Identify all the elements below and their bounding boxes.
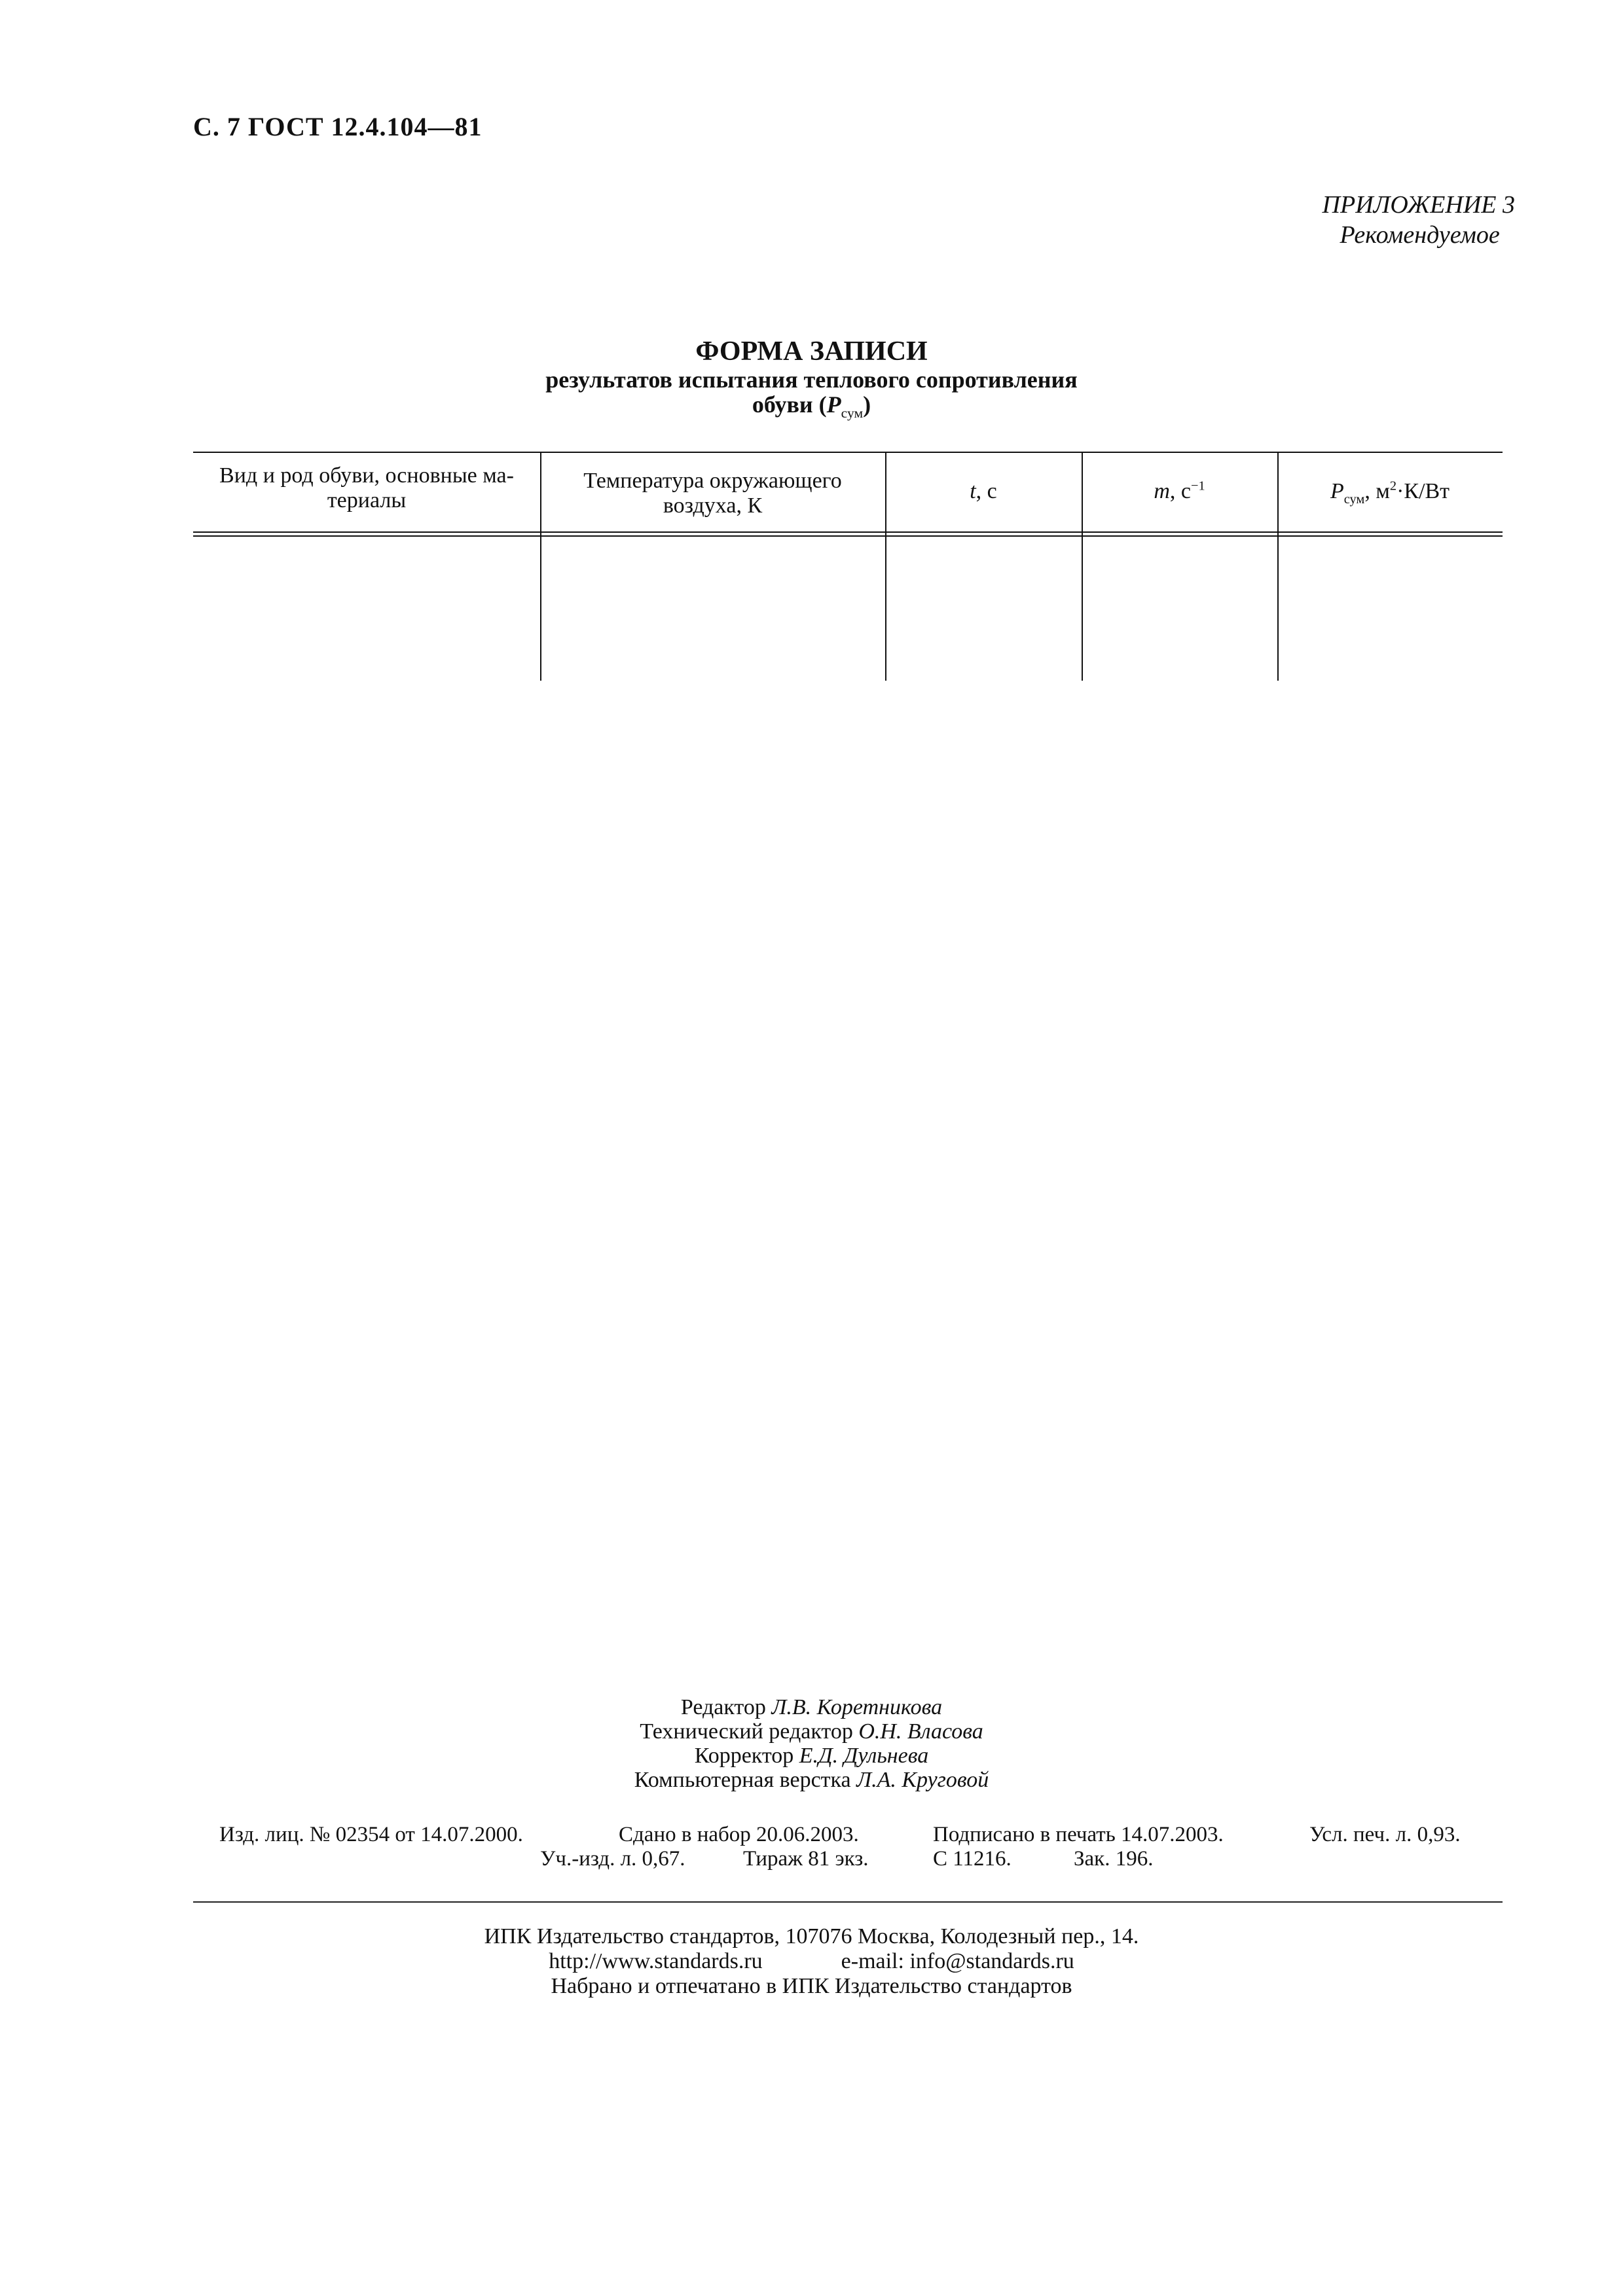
credit-person: Л.В. Коретникова: [771, 1695, 943, 1719]
credit-role: Корректор: [694, 1744, 794, 1768]
record-form-table: [193, 452, 1503, 681]
column-header-time-unit: , с: [976, 479, 997, 503]
column-header-resistance-sup: 2: [1389, 478, 1397, 493]
credit-person: О.Н. Власова: [858, 1719, 983, 1744]
form-subtitle-symbol: P: [826, 391, 841, 418]
credit-person: Е.Д. Дульнева: [799, 1744, 929, 1768]
appendix-label: [1322, 190, 1515, 250]
form-subtitle-prefix: обуви (: [752, 391, 827, 418]
table-header-rule-2: [193, 535, 1503, 537]
column-header-temperature-line1: Температура окружающего: [583, 469, 842, 493]
publisher-contacts: [0, 1949, 1623, 1974]
appendix-title: ПРИЛОЖЕНИЕ 3: [1322, 191, 1515, 219]
credit-role: Технический редактор: [640, 1719, 853, 1744]
footer-divider: [193, 1901, 1503, 1903]
form-subtitle-line2: [0, 391, 1623, 422]
column-header-rate-unit: , с: [1169, 479, 1191, 503]
column-header-time: [885, 479, 1082, 504]
column-header-resistance-symbol: P: [1330, 479, 1344, 503]
column-header-rate: [1082, 479, 1277, 504]
publication-circulation: Тираж 81 экз.: [743, 1847, 869, 1871]
publication-signed: Подписано в печать 14.07.2003.: [933, 1823, 1224, 1846]
publication-submitted: Сдано в набор 20.06.2003.: [619, 1823, 859, 1846]
publisher-website[interactable]: http://www.standards.ru: [549, 1949, 763, 1973]
publication-print-sheets: Усл. печ. л. 0,93.: [1309, 1823, 1461, 1846]
publication-edu-sheets: Уч.-изд. л. 0,67.: [540, 1847, 685, 1871]
publisher-print-note: Набрано и отпечатано в ИПК Издательство стандартов: [551, 1974, 1072, 1998]
credit-person: Л.А. Круговой: [856, 1768, 989, 1792]
column-header-temperature: [540, 469, 885, 518]
publisher-footer: [0, 1924, 1623, 1999]
credit-line: [0, 1744, 1623, 1768]
column-header-rate-sup: −1: [1190, 478, 1205, 493]
column-header-time-symbol: t: [970, 479, 976, 503]
credit-line: [0, 1719, 1623, 1744]
form-subtitle-symbol-sub: сум: [841, 405, 864, 422]
column-header-footwear-line1: Вид и род обуви, основные ма-: [219, 463, 514, 488]
column-header-resistance-unit-a: , м: [1364, 479, 1390, 503]
column-header-resistance: [1277, 478, 1503, 507]
credit-role: Редактор: [680, 1695, 766, 1719]
column-header-footwear: [193, 463, 540, 513]
publisher-email[interactable]: e-mail: info@standards.ru: [841, 1949, 1074, 1973]
publication-order: Зак. 196.: [1074, 1847, 1154, 1871]
credit-role: Компьютерная верстка: [634, 1768, 851, 1792]
column-header-rate-symbol: m: [1154, 479, 1170, 503]
table-header-rule-1: [193, 531, 1503, 533]
form-subtitle-suffix: ): [863, 391, 871, 418]
credit-line: [0, 1695, 1623, 1719]
page-header: С. 7 ГОСТ 12.4.104—81: [193, 112, 483, 141]
editorial-credits: [0, 1695, 1623, 1792]
column-header-temperature-line2: воздуха, К: [663, 493, 763, 518]
form-title: ФОРМА ЗАПИСИ: [695, 336, 928, 367]
column-header-footwear-line2: териалы: [327, 488, 407, 512]
publication-code: С 11216.: [933, 1847, 1012, 1871]
form-title-block: [0, 336, 1623, 422]
publisher-address: ИПК Издательство стандартов, 107076 Москва, Колодезный пер., 14.: [484, 1924, 1139, 1948]
form-subtitle-line1: результатов испытания теплового сопротивления: [545, 367, 1078, 393]
table-top-rule: [193, 452, 1503, 453]
column-header-resistance-unit-b: ·К/Вт: [1396, 479, 1450, 503]
column-header-resistance-sub: сум: [1343, 492, 1365, 507]
appendix-subtitle: Рекомендуемое: [1340, 221, 1500, 249]
credit-line: [0, 1768, 1623, 1792]
publication-license: Изд. лиц. № 02354 от 14.07.2000.: [219, 1823, 523, 1846]
